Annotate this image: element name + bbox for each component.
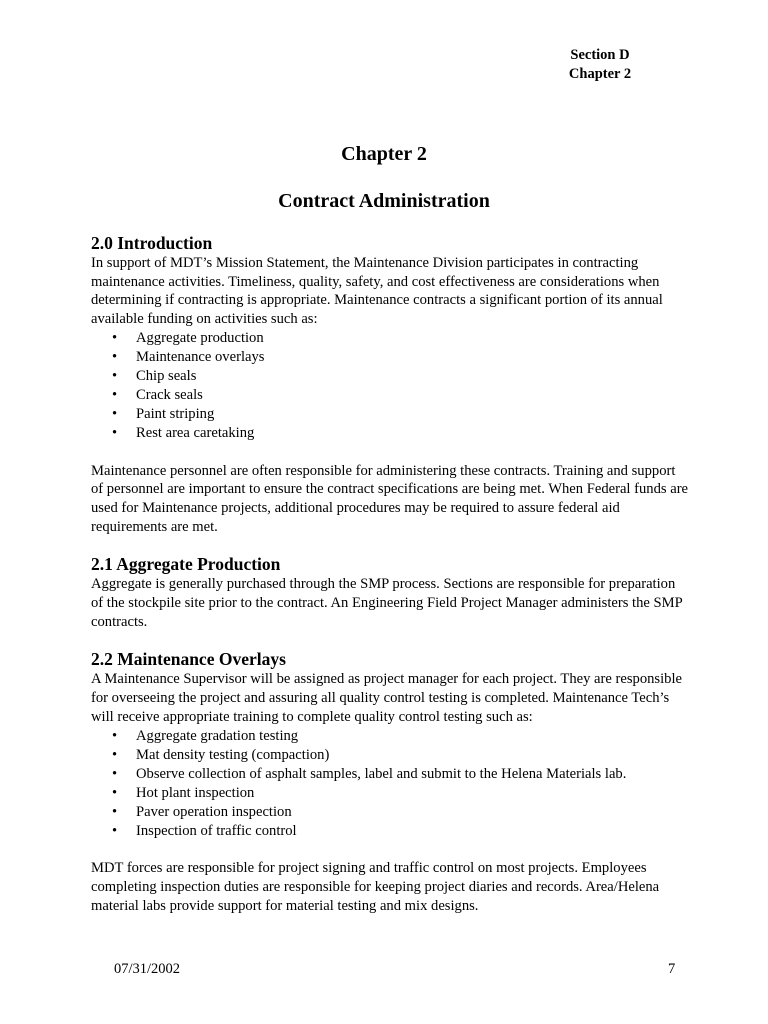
running-header	[560, 46, 640, 84]
list-item: • Rest area caretaking	[91, 424, 691, 443]
list-item: • Paint striping	[91, 405, 691, 424]
intro-bullet-list	[91, 329, 691, 443]
overlays-paragraph-2: MDT forces are responsible for project signing and traffic control on most projects. Employees completing inspection duties are responsible for keeping project diaries and records. Area/Helena material labs provide support for material testing and mix designs.	[91, 860, 660, 914]
overlays-bullet-list	[91, 727, 691, 841]
intro-paragraph-2: Maintenance personnel are often responsible for administering these contracts. Training and support of personnel are important to ensure the contract specifications are being met. When Federal funds are used for Maintenance projects, additional procedures may be required to assure federal aid requirements are met.	[91, 462, 689, 535]
header-section: Section D	[570, 47, 630, 63]
document-body	[91, 232, 691, 915]
list-item: • Crack seals	[91, 386, 691, 405]
list-item: • Observe collection of asphalt samples, label and submit to the Helena Materials lab.	[91, 765, 691, 784]
list-item: • Paver operation inspection	[91, 803, 691, 822]
intro-paragraph-1: In support of MDT’s Mission Statement, the Maintenance Division participates in contracting maintenance activities. Timeliness, quality, safety, and cost effectiveness are considerations when determining if contracting is appropriate. Maintenance contracts a significant portion of its annual available funding on activities such as:	[91, 255, 663, 328]
chapter-title: Chapter 2	[341, 143, 427, 165]
list-item: • Mat density testing (compaction)	[91, 746, 691, 765]
section-heading-introduction: 2.0 Introduction	[91, 233, 213, 253]
list-item: • Maintenance overlays	[91, 348, 691, 367]
section-heading-maintenance-overlays: 2.2 Maintenance Overlays	[91, 649, 286, 670]
list-item: • Hot plant inspection	[91, 784, 691, 803]
page-number: 7	[668, 961, 676, 977]
chapter-subtitle: Contract Administration	[278, 190, 490, 212]
list-item: • Chip seals	[91, 367, 691, 386]
list-item: • Aggregate gradation testing	[91, 727, 691, 746]
list-item: • Aggregate production	[91, 329, 691, 348]
list-item: • Inspection of traffic control	[91, 822, 691, 841]
footer-date: 07/31/2002	[114, 961, 181, 977]
header-chapter: Chapter 2	[568, 66, 632, 82]
section-heading-aggregate-production: 2.1 Aggregate Production	[91, 554, 281, 575]
aggregate-paragraph: Aggregate is generally purchased through the SMP process. Sections are responsible for preparation of the stockpile site prior to the contract. An Engineering Field Project Manager administers the SMP contracts.	[91, 576, 683, 630]
overlays-paragraph-1: A Maintenance Supervisor will be assigned as project manager for each project. They are responsible for overseeing the project and assuring all quality control testing is completed. Maintenance Tech’s will receive appropriate training to complete quality control testing such as:	[91, 671, 682, 725]
